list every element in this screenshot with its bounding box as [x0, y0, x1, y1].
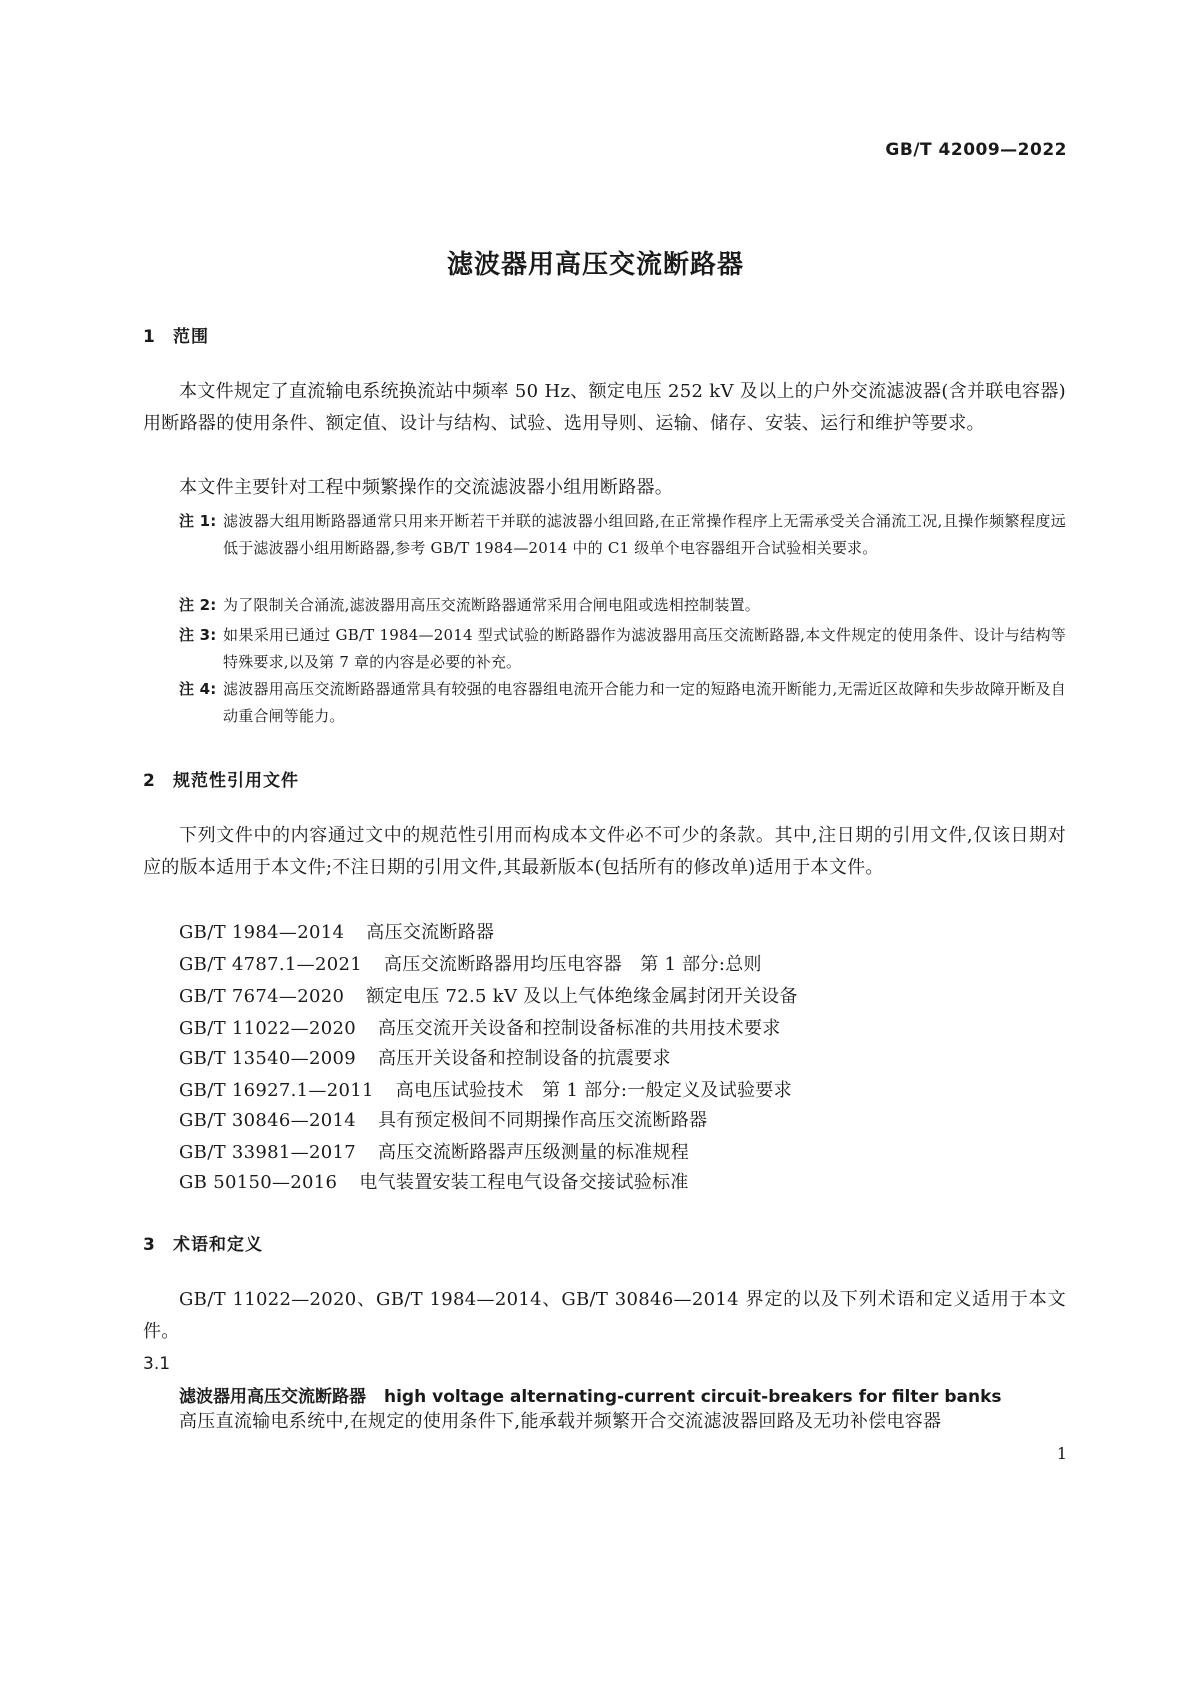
- term-definition: 高压直流输电系统中,在规定的使用条件下,能承载并频繁开合交流滤波器回路及无功补偿电容器: [179, 1411, 942, 1432]
- section-2-heading: [143, 766, 299, 791]
- reference-item: [179, 1014, 781, 1040]
- reference-item: [179, 918, 494, 944]
- note-3-text: 如果采用已通过 GB/T 1984—2014 型式试验的断路器作为滤波器用高压交流断路器,本文件规定的使用条件、设计与结构等特殊要求,以及第 7 章的内容是必要的补充。: [223, 626, 1066, 671]
- section-1-heading: [143, 322, 209, 347]
- reference-code: GB/T 30846—2014: [179, 1110, 356, 1131]
- reference-item: [179, 1138, 689, 1164]
- section-2-title: 规范性引用文件: [173, 771, 299, 791]
- reference-title: 具有预定极间不同期操作高压交流断路器: [377, 1110, 708, 1131]
- reference-item: [179, 1168, 689, 1194]
- reference-item: [179, 1044, 671, 1070]
- section-1-paragraph-1: 本文件规定了直流输电系统换流站中频率 50 Hz、额定电压 252 kV 及以上的户外交流滤波器(含并联电容器)用断路器的使用条件、额定值、设计与结构、试验、选用导则、运输、储存、安装、运行和维护等要求。: [143, 381, 1066, 434]
- note-2: [179, 592, 1066, 619]
- note-3-label: 注 3:: [179, 626, 217, 644]
- term-english: high voltage alternating-current circuit-breakers for filter banks: [384, 1387, 1002, 1407]
- note-4-label: 注 4:: [179, 680, 217, 698]
- reference-title: 电气装置安装工程电气设备交接试验标准: [359, 1172, 689, 1193]
- section-1-paragraph-2: 本文件主要针对工程中频繁操作的交流滤波器小组用断路器。: [179, 477, 674, 498]
- reference-code: GB/T 1984—2014: [179, 922, 345, 943]
- term-number: 3.1: [143, 1354, 171, 1374]
- section-2-number: 2: [143, 771, 156, 791]
- standard-code: GB/T 42009—2022: [885, 140, 1067, 160]
- section-3-number: 3: [143, 1235, 156, 1255]
- section-2-intro: 下列文件中的内容通过文中的规范性引用而构成本文件必不可少的条款。其中,注日期的引用文件,仅该日期对应的版本适用于本文件;不注日期的引用文件,其最新版本(包括所有的修改单)适用于本文件。: [143, 825, 1066, 878]
- reference-item: [179, 1076, 792, 1102]
- note-2-label: 注 2:: [179, 596, 217, 614]
- reference-code: GB 50150—2016: [179, 1172, 338, 1193]
- note-2-text: 为了限制关合涌流,滤波器用高压交流断路器通常采用合闸电阻或选相控制装置。: [223, 596, 760, 614]
- reference-title: 额定电压 72.5 kV 及以上气体绝缘金属封闭开关设备: [366, 986, 798, 1007]
- reference-code: GB/T 4787.1—2021: [179, 954, 362, 975]
- reference-title: 高压交流断路器: [366, 922, 495, 943]
- reference-code: GB/T 11022—2020: [179, 1018, 356, 1039]
- note-4: [179, 676, 1066, 730]
- note-4-text: 滤波器用高压交流断路器通常具有较强的电容器组电流开合能力和一定的短路电流开断能力,无需近区故障和失步故障开断及自动重合闸等能力。: [223, 680, 1066, 725]
- note-1-label: 注 1:: [179, 512, 217, 530]
- note-3: [179, 622, 1066, 676]
- section-3-title: 术语和定义: [173, 1235, 263, 1255]
- section-1-title: 范围: [173, 327, 209, 347]
- reference-item: [179, 1106, 707, 1132]
- reference-title: 高电压试验技术 第 1 部分:一般定义及试验要求: [395, 1080, 792, 1101]
- reference-title: 高压交流断路器用均压电容器 第 1 部分:总则: [384, 954, 762, 975]
- reference-code: GB/T 7674—2020: [179, 986, 345, 1007]
- reference-code: GB/T 16927.1—2011: [179, 1080, 374, 1101]
- page-number: 1: [1056, 1444, 1067, 1463]
- note-1-text: 滤波器大组用断路器通常只用来开断若干并联的滤波器小组回路,在正常操作程序上无需承受关合涌流工况,且操作频繁程度远低于滤波器小组用断路器,参考 GB/T 1984—2014 中的 C1 级单个电容器组开合试验相关要求。: [223, 512, 1066, 557]
- note-1: [179, 508, 1066, 562]
- term-heading: [179, 1382, 1002, 1407]
- reference-item: [179, 982, 798, 1008]
- term-chinese: 滤波器用高压交流断路器: [179, 1387, 366, 1407]
- section-1-number: 1: [143, 327, 156, 347]
- reference-title: 高压交流开关设备和控制设备标准的共用技术要求: [377, 1018, 781, 1039]
- reference-code: GB/T 13540—2009: [179, 1048, 356, 1069]
- document-title: 滤波器用高压交流断路器: [446, 250, 744, 280]
- reference-code: GB/T 33981—2017: [179, 1142, 356, 1163]
- section-3-intro: GB/T 11022—2020、GB/T 1984—2014、GB/T 30846—2014 界定的以及下列术语和定义适用于本文件。: [143, 1289, 1066, 1342]
- reference-title: 高压开关设备和控制设备的抗震要求: [377, 1048, 671, 1069]
- reference-item: [179, 950, 762, 976]
- reference-title: 高压交流断路器声压级测量的标准规程: [377, 1142, 690, 1163]
- section-3-heading: [143, 1230, 263, 1255]
